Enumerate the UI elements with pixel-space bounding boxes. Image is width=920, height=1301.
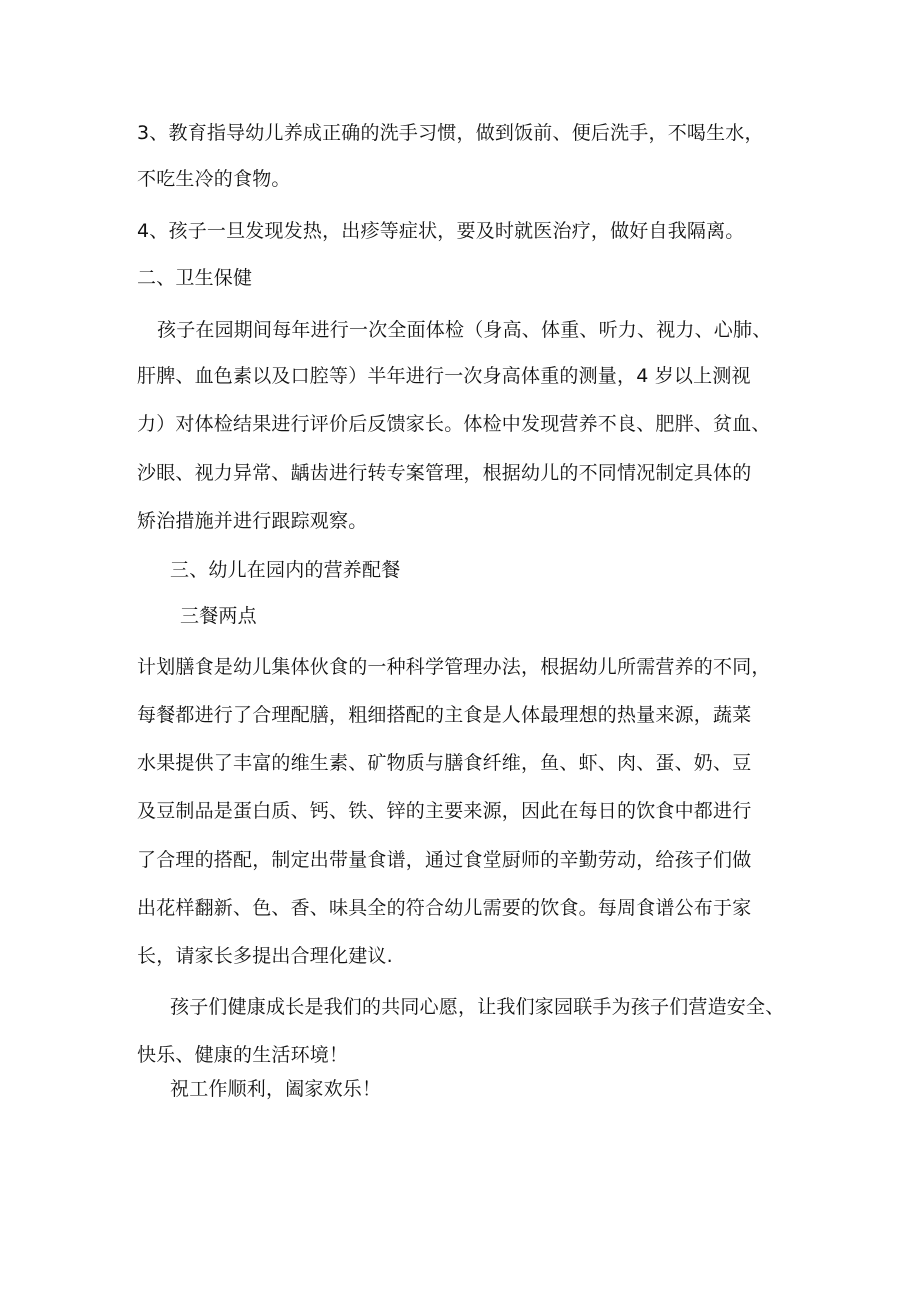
text-line: 出花样翻新、色、香、味具全的符合幼儿需要的饮食。每周食谱公布于家 <box>137 897 752 919</box>
text-line: 不吃生冷的食物。 <box>137 168 291 190</box>
subheading: 三餐两点 <box>180 605 257 627</box>
text-line: 计划膳食是幼儿集体伙食的一种科学管理办法，根据幼儿所需营养的不同， <box>137 656 771 678</box>
text-line: 长，请家长多提出合理化建议. <box>137 945 393 967</box>
text-line: 4、孩子一旦发现发热，出疹等症状，要及时就医治疗，做好自我隔离。 <box>137 220 745 242</box>
text-line: 沙眼、视力异常、龋齿进行转专案管理，根据幼儿的不同情况制定具体的 <box>137 462 752 484</box>
text-line: 力）对体检结果进行评价后反馈家长。体检中发现营养不良、肥胖、贫血、 <box>137 413 771 435</box>
text-line: 3、教育指导幼儿养成正确的洗手习惯，做到饭前、便后洗手，不喝生水， <box>137 122 764 144</box>
text-line: 快乐、健康的生活环境！ <box>137 1044 349 1066</box>
section-heading: 三、幼儿在园内的营养配餐 <box>170 559 401 581</box>
text-line: 肝脾、血色素以及口腔等）半年进行一次身高体重的测量，4 岁以上测视 <box>137 365 751 387</box>
text-line: 水果提供了丰富的维生素、矿物质与膳食纤维，鱼、虾、肉、蛋、奶、豆 <box>137 752 752 774</box>
text-line: 孩子在园期间每年进行一次全面体检（身高、体重、听力、视力、心肺、 <box>157 319 772 341</box>
text-line: 了合理的搭配，制定出带量食谱，通过食堂厨师的辛勤劳动，给孩子们做 <box>137 849 752 871</box>
text-line: 孩子们健康成长是我们的共同心愿，让我们家园联手为孩子们营造安全、 <box>170 996 785 1018</box>
section-heading: 二、卫生保健 <box>137 267 253 289</box>
closing-line: 祝工作顺利，阖家欢乐！ <box>170 1078 382 1100</box>
text-line: 每餐都进行了合理配膳，粗细搭配的主食是人体最理想的热量来源，蔬菜 <box>137 704 752 726</box>
text-line: 矫治措施并进行跟踪观察。 <box>137 510 368 532</box>
text-line: 及豆制品是蛋白质、钙、铁、锌的主要来源，因此在每日的饮食中都进行 <box>137 800 752 822</box>
